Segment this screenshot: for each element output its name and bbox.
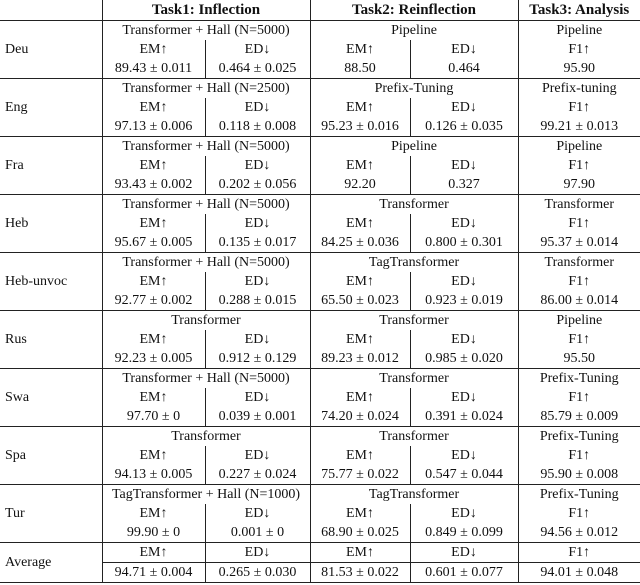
metric-value: 97.90 [518,175,640,195]
metric-label: EM↑ [310,446,410,465]
metric-value: 94.13 ± 0.005 [102,465,205,485]
metric-value: 93.43 ± 0.002 [102,175,205,195]
language-label: Eng [0,79,102,137]
model-name: Transformer [102,311,310,331]
model-name: TagTransformer [310,253,518,273]
table-body [0,21,640,543]
metric-label: EM↑ [310,98,410,117]
model-row [0,369,640,389]
metric-label: ED↓ [244,506,271,521]
metric-value: 75.77 ± 0.022 [310,465,410,485]
model-row [0,195,640,215]
metric-value: 95.37 ± 0.014 [518,233,640,253]
metric-label: EM↑ [310,330,410,349]
metric-label: ED↓ [451,448,477,463]
corner-cell [0,0,102,21]
metric-label: EM↑ [310,40,410,59]
metric-label: EM↑ [310,543,410,563]
metric-label: ED↓ [244,158,271,173]
language-label: Deu [0,21,102,79]
language-label: Heb [0,195,102,253]
metric-value: 95.23 ± 0.016 [310,117,410,137]
metric-value: 68.90 ± 0.025 [310,523,410,543]
model-name: TagTransformer [310,485,518,505]
metric-value: 95.90 [518,59,640,79]
metric-value: 95.67 ± 0.005 [102,233,205,253]
model-name: Pipeline [310,137,518,157]
metric-value: 0.288 ± 0.015 [218,293,297,308]
metric-value: 85.79 ± 0.009 [518,407,640,427]
metric-label: ED↓ [244,390,271,405]
metric-value: 0.001 ± 0 [230,525,285,540]
model-name: Prefix-Tuning [518,369,640,389]
metric-value: 94.56 ± 0.012 [518,523,640,543]
metric-value: 95.50 [518,349,640,369]
metric-label: EM↑ [102,98,205,117]
metric-label: F1↑ [518,330,640,349]
model-row [0,79,640,99]
model-name: Prefix-Tuning [518,427,640,447]
metric-value: 0.547 ± 0.044 [425,467,503,482]
metric-label: F1↑ [518,214,640,233]
model-name: Transformer + Hall (N=5000) [102,195,310,215]
task1-header: Task1: Inflection [102,0,310,21]
metric-value: 0.800 ± 0.301 [425,235,503,250]
metric-value: 92.20 [310,175,410,195]
metric-value: 88.50 [310,59,410,79]
model-row [0,427,640,447]
metric-label: F1↑ [518,504,640,523]
model-row [0,485,640,505]
metric-label: ED↓ [451,216,477,231]
metric-label: ED↓ [244,274,271,289]
metric-label: F1↑ [518,272,640,291]
model-name: Pipeline [310,21,518,41]
model-name: Pipeline [518,311,640,331]
language-label: Fra [0,137,102,195]
metric-label: EM↑ [102,156,205,175]
metric-value: 0.391 ± 0.024 [425,409,503,424]
metric-value: 0.118 ± 0.008 [218,119,297,134]
metric-value: 0.202 ± 0.056 [218,177,297,192]
metric-value: 84.25 ± 0.036 [310,233,410,253]
model-name: Pipeline [518,137,640,157]
metric-label: EM↑ [102,40,205,59]
language-label: Heb-unvoc [0,253,102,311]
metric-value: 0.135 ± 0.017 [218,235,297,250]
metric-label: F1↑ [518,40,640,59]
header-row [0,0,640,21]
metric-value: 99.90 ± 0 [102,523,205,543]
metric-label: ED↓ [451,390,477,405]
metric-value: 0.227 ± 0.024 [218,467,297,482]
metric-label: ED↓ [244,332,271,347]
metric-label: ED↓ [451,42,477,57]
metric-value: 0.601 ± 0.077 [410,563,518,583]
model-name: Transformer + Hall (N=5000) [102,21,310,41]
metric-label: ED↓ [451,332,477,347]
model-name: Transformer [310,369,518,389]
metric-value: 0.039 ± 0.001 [218,409,297,424]
language-label: Tur [0,485,102,543]
metric-value: 0.464 ± 0.025 [218,61,297,76]
metric-label: F1↑ [518,156,640,175]
metric-value: 89.23 ± 0.012 [310,349,410,369]
metric-value: 0.985 ± 0.020 [425,351,503,366]
metric-label: EM↑ [102,214,205,233]
metric-value: 94.71 ± 0.004 [102,563,205,583]
metric-value: 81.53 ± 0.022 [310,563,410,583]
metric-label: F1↑ [518,446,640,465]
metric-label: EM↑ [102,330,205,349]
metric-value: 99.21 ± 0.013 [518,117,640,137]
metric-value: 74.20 ± 0.024 [310,407,410,427]
metric-value: 97.70 ± 0 [102,407,205,427]
metric-label: ED↓ [451,506,477,521]
metric-label: EM↑ [102,446,205,465]
metric-value: 92.77 ± 0.002 [102,291,205,311]
model-name: Transformer [518,195,640,215]
metric-label: EM↑ [310,388,410,407]
metric-label: ED↓ [205,543,310,563]
metric-value: 65.50 ± 0.023 [310,291,410,311]
metric-value: 95.90 ± 0.008 [518,465,640,485]
model-row [0,311,640,331]
model-name: Transformer [310,311,518,331]
metric-label: EM↑ [310,272,410,291]
model-name: Transformer + Hall (N=2500) [102,79,310,99]
metric-label: EM↑ [310,156,410,175]
metric-value: 97.13 ± 0.006 [102,117,205,137]
language-label: Average [0,543,102,583]
metric-label: EM↑ [310,504,410,523]
model-name: Pipeline [518,21,640,41]
metric-label: F1↑ [518,543,640,563]
metric-label: ED↓ [244,216,271,231]
model-name: TagTransformer + Hall (N=1000) [102,485,310,505]
metric-label: F1↑ [518,98,640,117]
metric-value: 94.01 ± 0.048 [518,563,640,583]
metric-value: 0.126 ± 0.035 [425,119,503,134]
metric-label: ED↓ [451,274,477,289]
model-row [0,21,640,41]
language-label: Swa [0,369,102,427]
language-label: Rus [0,311,102,369]
metric-label: ED↓ [244,42,271,57]
metric-value: 89.43 ± 0.011 [102,59,205,79]
metric-value: 0.912 ± 0.129 [218,351,297,366]
language-label: Spa [0,427,102,485]
model-row [0,137,640,157]
metric-label: ED↓ [451,158,477,173]
model-name: Prefix-tuning [518,79,640,99]
metric-value: 92.23 ± 0.005 [102,349,205,369]
model-name: Transformer + Hall (N=5000) [102,253,310,273]
average-block [0,543,640,583]
metric-label: EM↑ [102,543,205,563]
metric-value: 0.327 [448,177,480,192]
model-name: Transformer [310,195,518,215]
metric-value: 0.849 ± 0.099 [425,525,503,540]
metric-label: ED↓ [410,543,518,563]
metric-value: 0.923 ± 0.019 [425,293,503,308]
metric-value: 86.00 ± 0.014 [518,291,640,311]
model-name: Transformer + Hall (N=5000) [102,137,310,157]
metric-value: 0.265 ± 0.030 [205,563,310,583]
model-name: Transformer [310,427,518,447]
model-name: Prefix-Tuning [518,485,640,505]
metric-label: EM↑ [102,272,205,291]
metric-label: EM↑ [102,504,205,523]
task2-header: Task2: Reinflection [310,0,518,21]
model-name: Prefix-Tuning [310,79,518,99]
model-row [0,253,640,273]
metric-value: 0.464 [448,61,480,76]
metric-label: ED↓ [244,100,271,115]
model-name: Transformer [102,427,310,447]
metric-label: ED↓ [451,100,477,115]
metric-label: EM↑ [102,388,205,407]
average-metric-row [0,543,640,563]
task3-header: Task3: Analysis [518,0,640,21]
metric-label: F1↑ [518,388,640,407]
model-name: Transformer [518,253,640,273]
model-name: Transformer + Hall (N=5000) [102,369,310,389]
metric-label: EM↑ [310,214,410,233]
metric-label: ED↓ [244,448,271,463]
